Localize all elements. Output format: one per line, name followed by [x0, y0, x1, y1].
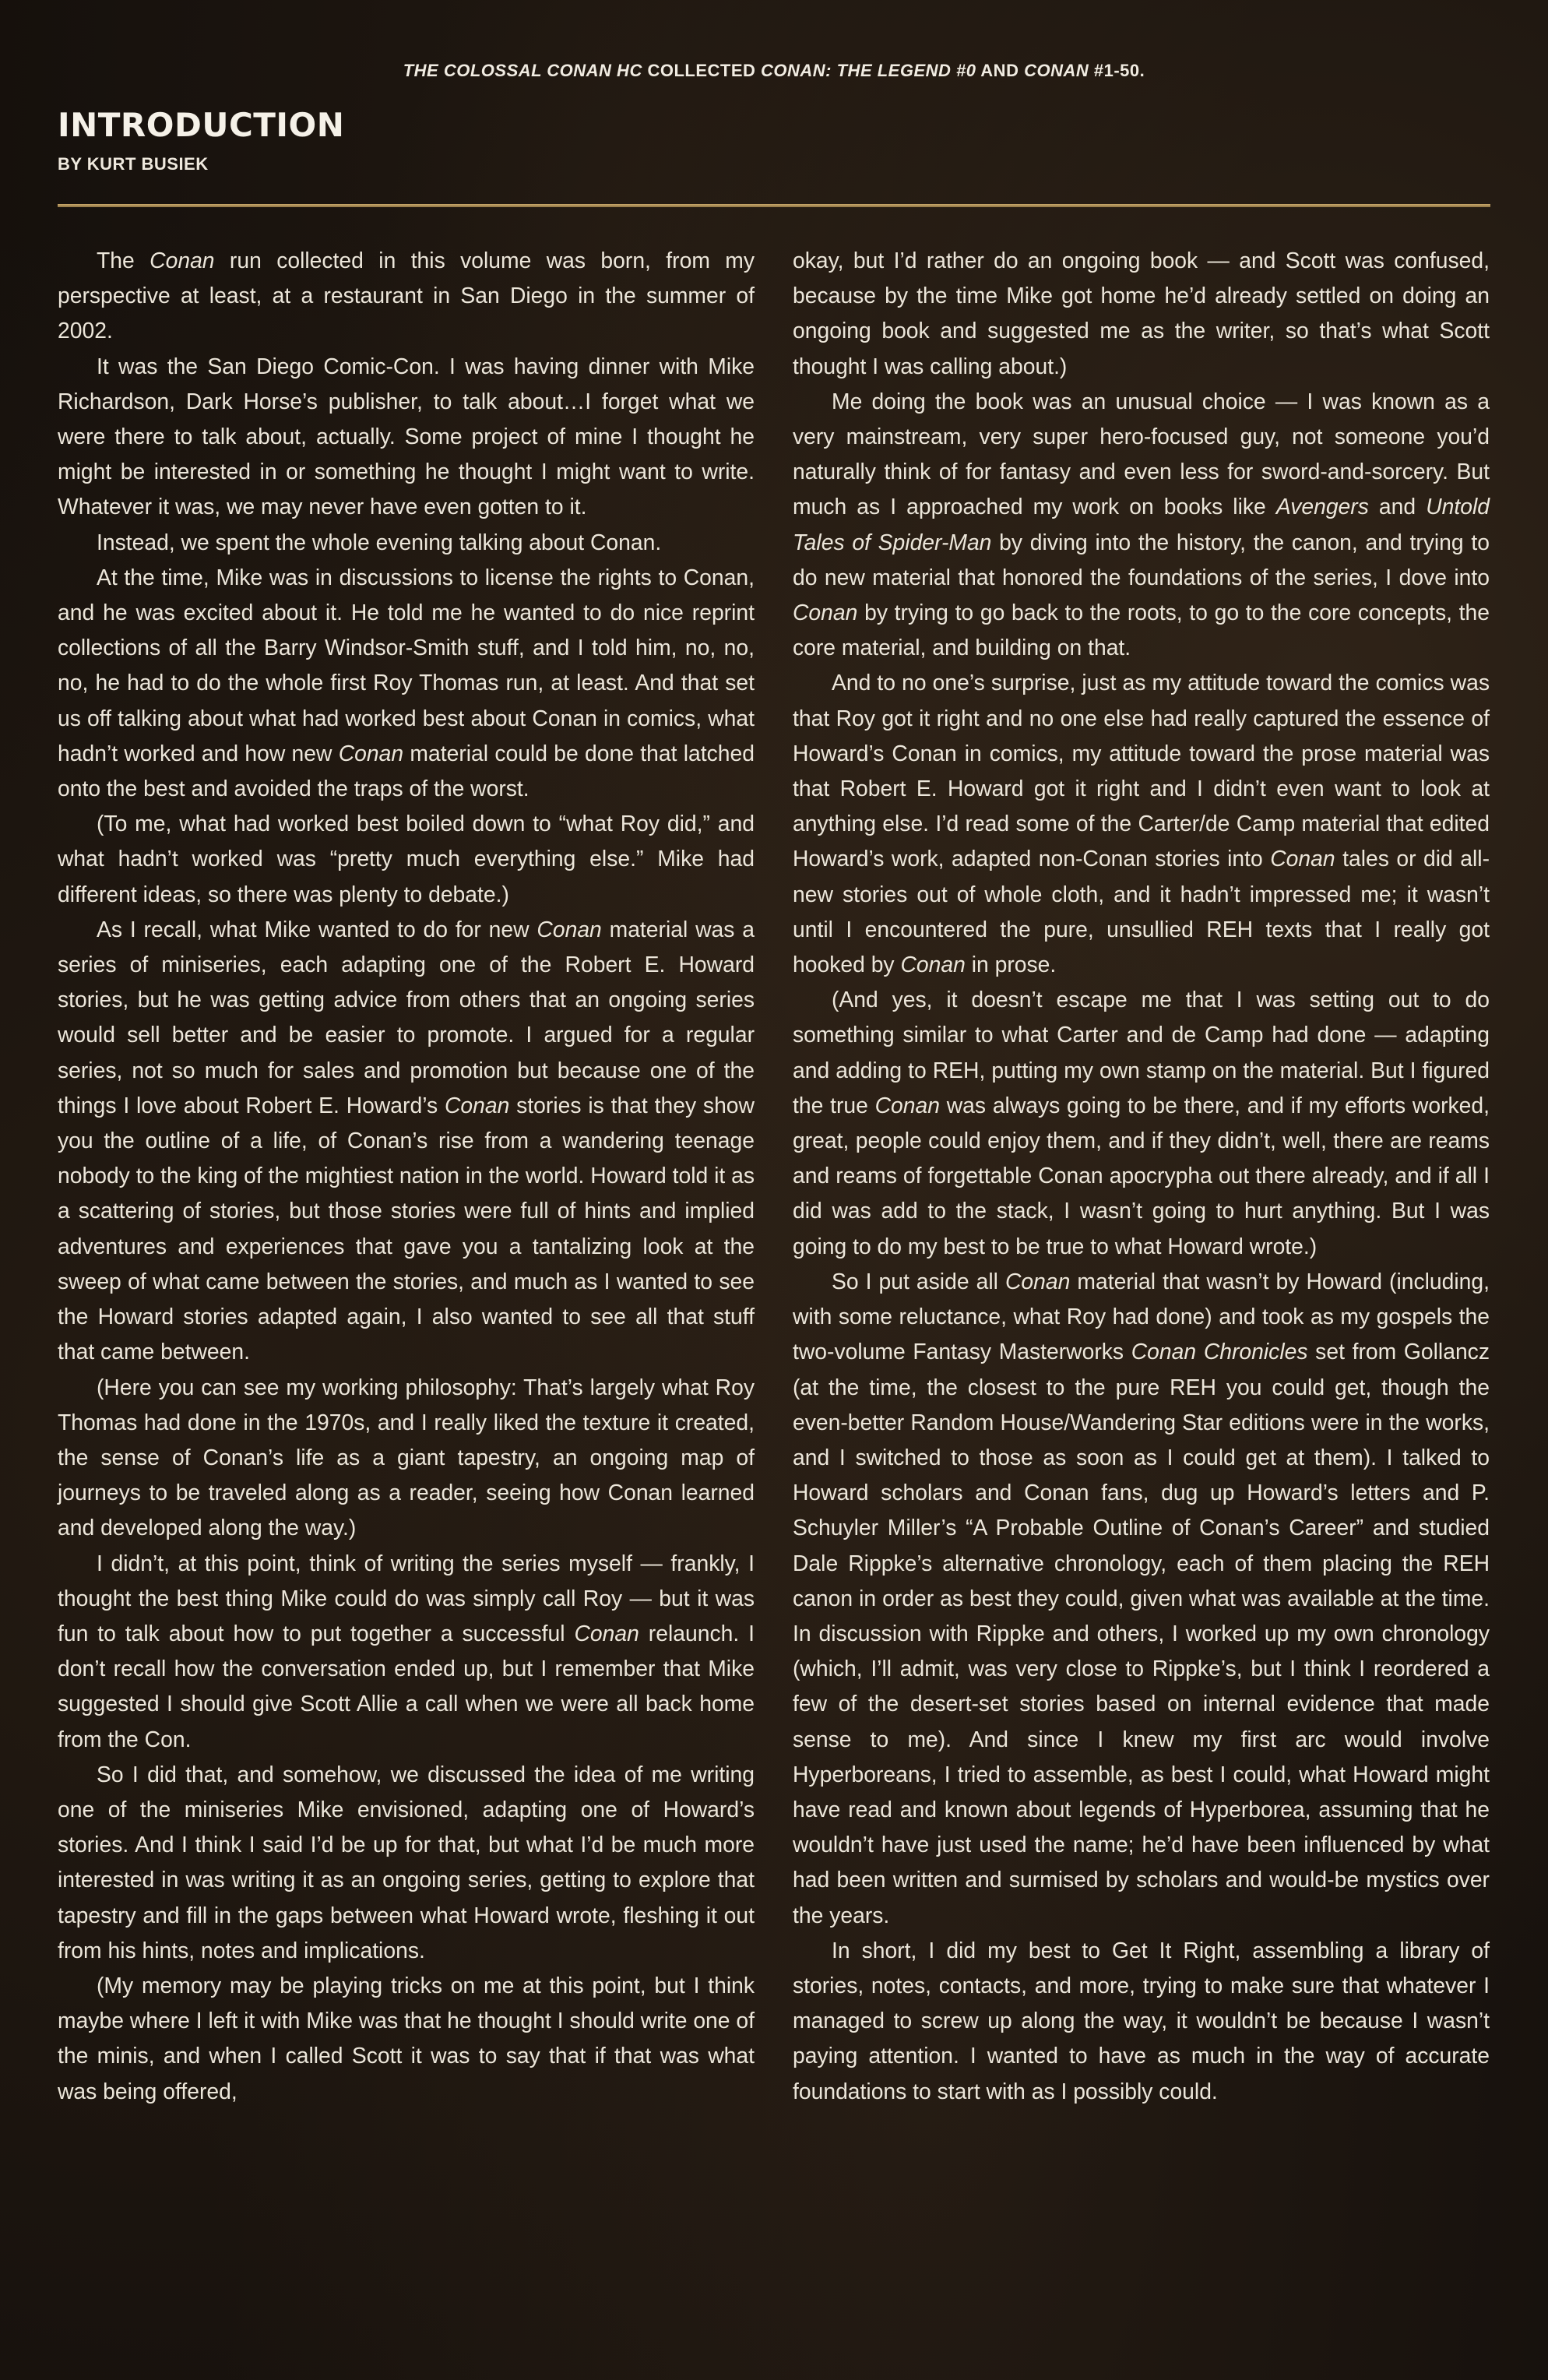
text-run: by trying to go back to the roots, to go to the core concepts, the core material, and building on that. [793, 600, 1490, 660]
italic-title: Conan [574, 1620, 639, 1646]
paragraph [58, 912, 755, 1370]
text-run: set from Gollancz (at the time, the closest to the pure REH you could get, though the even-better Random House/Wandering Star editions were in the works, and I switched to those as soon as I could get at them). I talked to Howard scholars and Conan fans, dug up Howard’s letters and P. Schuyler Miller’s “A Probable Outline of Conan’s Career” and studied Dale Rippke’s alternative chronology, each of them placing the REH canon in order as best they could, given what was available at the time. In discussion with Rippke and others, I worked up my own chronology (which, I’ll admit, was very close to Rippke’s, but I think I reordered a few of the desert-set stories based on internal evidence that made sense to me). And since I knew my first arc would involve Hyperboreans, I tried to assemble, as best I could, what Howard might have read and known about legends of Hyperborea, assuming that he wouldn’t have just used the name; he’d have been influenced by what had been written and surmised by scholars and would-be mystics over the years. [793, 1339, 1490, 1928]
text-run: tales or did all-new stories out of whole cloth, and it hadn’t impressed me; it wasn’t until I encountered the pure, unsullied REH texts that I really got hooked by [793, 846, 1490, 977]
text-run: material that wasn’t by Howard (including, with some reluctance, what Roy had done) and took as my gospels the two-volume Fantasy Masterworks [793, 1268, 1490, 1364]
italic-title: Untold Tales of Spider-Man [793, 494, 1490, 555]
text-run: And to no one’s surprise, just as my attitude toward the comics was that Roy got it right and no one else had really captured the essence of Howard’s Conan in comics, my attitude toward the prose material was that Robert E. Howard got it right and I didn’t even want to look at anything else. I’d read some of the Carter/de Camp material that edited Howard’s work, adapted non-Conan stories into [793, 670, 1490, 871]
text-run: I didn’t, at this point, think of writing the series myself — frankly, I thought the best thing Mike could do was simply call Roy — but it was fun to talk about how to put together a successful [58, 1550, 755, 1646]
text-run: Me doing the book was an unusual choice — I was known as a very mainstream, very super hero-focused guy, not someone you’d naturally think of for fantasy and even less for sword-and-sorcery. But much as I approached my work on books like [793, 388, 1490, 519]
italic-title: Conan Chronicles [1131, 1339, 1308, 1364]
paragraph: It was the San Diego Comic-Con. I was having dinner with Mike Richardson, Dark Horse’s publisher, to talk about…I forget what we were there to talk about, actually. Some project of mine I thought he might be interested in or something he thought I might want to write. Whatever it was, we may never have even gotten to it. [58, 353, 755, 519]
text-run: stories is that they show you the outline of a life, of Conan’s rise from a wandering teenage nobody to the king of the mightiest nation in the world. Howard told it as a scattering of stories, but those stories were full of hints and implied adventures and experiences that gave you a tantalizing look at the sweep of what came between the stories, and much as I wanted to see the Howard stories adapted again, I also wanted to see all that stuff that came between. [58, 1092, 755, 1364]
text-run: So I put aside all [832, 1268, 1005, 1294]
text-run: relaunch. I don’t recall how the conversation ended up, but I remember that Mike suggested I should give Scott Allie a call when we were all back home from the Con. [58, 1620, 755, 1752]
right-column [793, 243, 1490, 2109]
collection-issues: #1-50. [1089, 61, 1145, 80]
italic-title: Conan [537, 916, 602, 942]
paragraph: (Here you can see my working philosophy: That’s largely what Roy Thomas had done in the 1970s, and I really liked the texture it created, the sense of Conan’s life as a giant tapestry, an ongoing map of journeys to be traveled along as a reader, seeing how Conan learned and developed along the way.) [58, 1374, 755, 1540]
text-run: material was a series of miniseries, each adapting one of the Robert E. Howard stories, but he was getting advice from others that an ongoing series would sell better and be easier to promote. I argued for a regular series, not so much for sales and promotion but because one of the things I love about Robert E. Howard’s [58, 916, 755, 1118]
italic-title: Conan [444, 1092, 510, 1118]
paragraph: In short, I did my best to Get It Right, assembling a library of stories, notes, contacts, and more, trying to make sure that whatever I managed to screw up along the way, it wouldn’t be because I wasn’t paying attention. I wanted to have as much in the way of accurate foundations to start with as I possibly could. [793, 1937, 1490, 2104]
collection-series: CONAN: THE LEGEND #0 [761, 61, 976, 80]
text-run: (And yes, it doesn’t escape me that I was setting out to do something similar to what Carter and de Camp had done — adapting and adding to REH, putting my own stamp on the material. But I figured the true [793, 987, 1490, 1118]
collection-desc: COLLECTED [642, 61, 762, 80]
paragraph [58, 243, 755, 349]
paragraph: Instead, we spent the whole evening talking about Conan. [97, 529, 662, 555]
text-run: was always going to be there, and if my efforts worked, great, people could enjoy them, and if they didn’t, well, there are reams and reams of forgettable Conan apocrypha out there already, and if all I did was add to the stack, I wasn’t going to hurt anything. But I was going to do my best to be true to what Howard wrote.) [793, 1092, 1490, 1259]
collection-and: AND [976, 61, 1025, 80]
collection-note [0, 61, 1548, 81]
paragraph [793, 665, 1490, 982]
text-run: run collected in this volume was born, from my perspective at least, at a restaurant in San Diego in the summer of 2002. [58, 248, 755, 343]
paragraph [58, 1546, 755, 1757]
paragraph: (My memory may be playing tricks on me at this point, but I think maybe where I left it with Mike was that he thought I should write one of the minis, and when I called Scott it was to say that if that was what was being offered, [58, 1972, 755, 2104]
italic-title: Conan [150, 248, 215, 273]
paragraph [793, 1264, 1490, 1933]
byline: BY KURT BUSIEK [58, 154, 209, 174]
italic-title: Avengers [1275, 494, 1369, 519]
text-run: in prose. [965, 952, 1057, 977]
paragraph [793, 982, 1490, 1264]
text-run: The [97, 248, 150, 273]
paragraph: okay, but I’d rather do an ongoing book — and Scott was confused, because by the time Mike got home he’d already settled on doing an ongoing book and suggested me as the writer, so that’s what Scott thought I was calling about.) [793, 248, 1490, 378]
text-run: and [1368, 494, 1427, 519]
paragraph: (To me, what had worked best boiled down to “what Roy did,” and what hadn’t worked was “pretty much everything else.” Mike had different ideas, so there was plenty to debate.) [58, 811, 755, 907]
italic-title: Conan [874, 1092, 940, 1118]
paragraph [793, 384, 1490, 666]
italic-title: Conan [1270, 846, 1335, 871]
italic-title: Conan [900, 952, 966, 977]
divider-rule [58, 204, 1490, 207]
collection-series2: CONAN [1024, 61, 1089, 80]
paragraph [58, 560, 755, 806]
text-run: At the time, Mike was in discussions to license the rights to Conan, and he was excited about it. He told me he wanted to do nice reprint collections of all the Barry Windsor-Smith stuff, and I told him, no, no, no, he had to do the whole first Roy Thomas run, at least. And that set us off talking about what had worked best about Conan in comics, what hadn’t worked and how new [58, 564, 755, 766]
text-run: by diving into the history, the canon, and trying to do new material that honored the foundations of the series, I dove into [793, 529, 1490, 590]
paragraph: So I did that, and somehow, we discussed the idea of me writing one of the miniseries Mike envisioned, adapting one of Howard’s stories. And I think I said I’d be up for that, but what I’d be much more interested in was writing it as an ongoing series, getting to explore that tapestry and fill in the gaps between what Howard wrote, fleshing it out from his hints, notes and implications. [58, 1761, 755, 1963]
italic-title: Conan [1004, 1268, 1071, 1294]
italic-title: Conan [793, 600, 858, 625]
italic-title: Conan [338, 740, 404, 766]
page-title: INTRODUCTION [58, 106, 345, 144]
text-run: As I recall, what Mike wanted to do for new [97, 916, 537, 942]
collection-title: THE COLOSSAL CONAN HC [403, 61, 642, 80]
text-run: material could be done that latched onto the best and avoided the traps of the worst. [58, 740, 755, 801]
left-column [58, 243, 755, 2109]
